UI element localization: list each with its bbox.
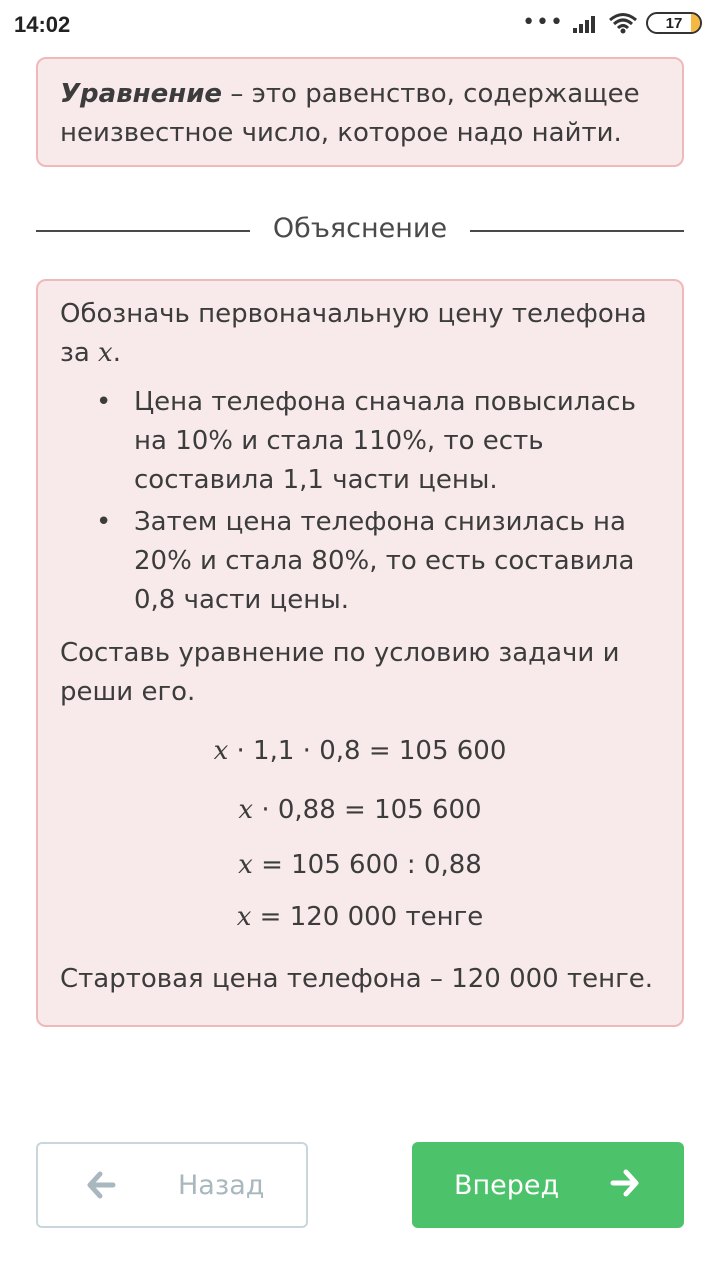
equation: [60, 726, 660, 785]
bullet-text: Затем цена телефона снизилась на 20% и стала 80%, то есть составила 0,8 части цены.: [134, 507, 635, 615]
intro-text: Обозначь первоначальную цену телефона за: [60, 299, 647, 368]
wifi-icon: [608, 12, 638, 34]
definition-body: – это равенство, содержащее неизвестное число, которое надо найти.: [60, 79, 640, 148]
definition-text: [60, 75, 660, 153]
forward-button-label: Вперед: [454, 1169, 560, 1201]
list-item: [96, 503, 660, 620]
equation-text: · 1,1 · 0,8 = 105 600: [228, 736, 507, 766]
explanation-card: [36, 279, 684, 1027]
back-button[interactable]: [36, 1142, 308, 1228]
arrow-right-icon: [610, 1168, 640, 1198]
battery-icon: [646, 12, 702, 34]
explanation-conclusion: Стартовая цена телефона – 120 000 тенге.: [60, 964, 654, 994]
equation-text: = 120 000 тенге: [251, 902, 484, 932]
bullet-icon: •: [96, 387, 112, 417]
equation-variable: x: [213, 736, 229, 766]
explanation-heading: Объяснение: [272, 213, 448, 244]
signal-icon: [572, 12, 600, 34]
equations: [60, 726, 660, 948]
status-icons: [522, 12, 702, 34]
back-button-label: Назад: [178, 1169, 265, 1201]
intro-variable: x: [98, 338, 113, 368]
explanation-divider: [36, 208, 684, 254]
notification-dots-icon: •••: [522, 10, 564, 35]
equation: [60, 896, 660, 948]
status-bar: [0, 0, 720, 52]
battery-level-fill: [691, 14, 700, 32]
equation-variable: x: [238, 850, 253, 880]
forward-button[interactable]: [412, 1142, 684, 1228]
status-time: 14:02: [14, 12, 71, 37]
definition-card: [36, 57, 684, 167]
equation: [60, 844, 660, 896]
bullet-text: Цена телефона сначала повысилась на 10% и стала 110%, то есть составила 1,1 части цены.: [134, 387, 636, 495]
explanation-instruction: Составь уравнение по условию задачи и реши его.: [60, 638, 620, 707]
equation-text: · 0,88 = 105 600: [253, 795, 482, 825]
definition-term: Уравнение: [60, 79, 223, 109]
explanation-intro: [60, 295, 660, 373]
battery-level: 17: [665, 14, 683, 32]
equation-variable: x: [238, 795, 254, 825]
equation-variable: x: [236, 902, 252, 932]
list-item: [96, 383, 660, 500]
intro-end: .: [112, 338, 121, 368]
explanation-bullets: [60, 383, 660, 620]
equation-text: = 105 600 : 0,88: [252, 850, 482, 880]
bullet-icon: •: [96, 507, 112, 537]
equation: [60, 785, 660, 844]
arrow-left-icon: [86, 1170, 116, 1200]
